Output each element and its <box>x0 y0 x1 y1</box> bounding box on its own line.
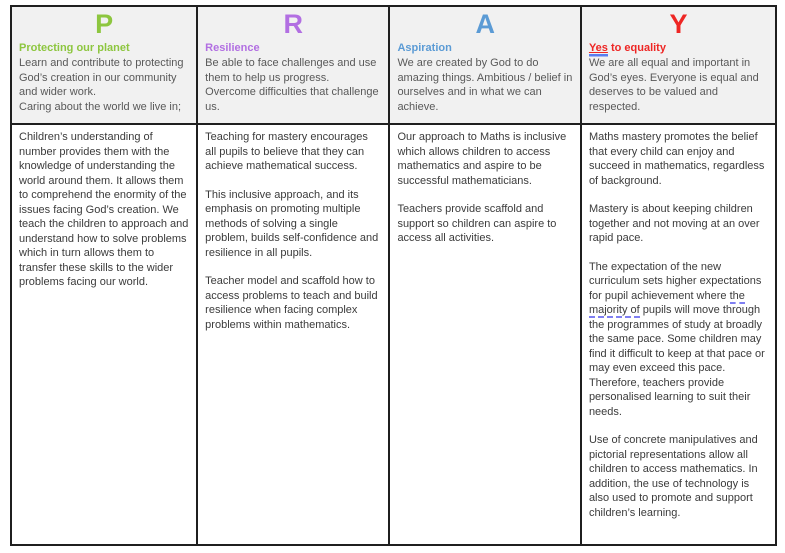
text-segment: Use of concrete manipulatives and pictorial representations allow all children to access mathematics. In addition, the use of technology is also used to promote and support children’s learning. <box>588 434 758 519</box>
column-description-p <box>19 56 189 114</box>
body-paragraph <box>205 274 381 332</box>
column-title-p <box>19 41 189 55</box>
body-paragraph <box>589 260 768 420</box>
body-cell-resilience <box>198 125 390 544</box>
column-desc-line: We are all equal and important in God’s eyes. Everyone is equal and deserves to be valued and respected. <box>588 57 759 113</box>
body-cell-aspiration <box>390 125 582 544</box>
pray-values-table <box>10 5 777 546</box>
text-segment: Teaching for mastery encourages all pupils to believe that they can achieve mathematical success. <box>205 131 368 172</box>
text-segment: the <box>729 289 745 302</box>
body-paragraph <box>205 130 381 174</box>
column-desc-line: Be able to face challenges and use them to help us progress. Overcome difficulties that challenge us. <box>205 57 379 113</box>
body-paragraph <box>19 130 189 290</box>
column-letter-a: A <box>475 9 495 39</box>
body-paragraph <box>397 202 573 246</box>
body-paragraph <box>397 130 573 188</box>
column-title-a <box>397 41 573 55</box>
column-title-y <box>589 41 768 55</box>
body-paragraph <box>589 202 768 246</box>
text-segment: Maths mastery promotes the belief that every child can enjoy and succeed in mathematics, regardless of background. <box>588 131 765 187</box>
column-letter-r: R <box>283 9 304 39</box>
column-title-r <box>205 41 381 55</box>
column-description-r <box>205 56 381 114</box>
text-segment: The expectation of the new curriculum sets higher expectations for pupil achievement where <box>588 260 762 302</box>
text-segment: Protecting our planet <box>19 42 130 54</box>
body-paragraph <box>589 130 768 188</box>
body-cell-protecting-our-planet <box>12 125 198 544</box>
text-segment: to equality <box>607 42 666 54</box>
column-letter-p: P <box>95 9 114 39</box>
text-segment: Aspiration <box>397 42 452 54</box>
header-cell-yes-to-equality <box>582 7 775 125</box>
column-desc-line: Caring about the world we live in; <box>19 100 182 113</box>
body-paragraph <box>589 433 768 520</box>
text-segment: Mastery is about keeping children together and not moving at an over rapid pace. <box>588 203 760 244</box>
text-segment: majority of <box>588 304 640 316</box>
header-cell-aspiration <box>390 7 582 125</box>
text-segment: Our approach to Maths is inclusive which allows children to access mathematics and aspire to be successful mathematicians. <box>397 131 567 187</box>
text-segment: Yes <box>588 42 608 54</box>
text-segment: Children’s understanding of number provides them with the knowledge of understanding the world around them. It allows them to comprehend the enormity of the issues facing God’s creation. We teach the children to approach and understand how to solve problems which in turn allows them to transfer these skills to the wider problems facing our world. <box>19 131 189 288</box>
text-segment: This inclusive approach, and its emphasis on promoting multiple methods of solving a single problem, builds self-confidence and resilience in all pupils. <box>205 188 379 259</box>
text-segment: pupils will move through the programmes of study at broadly the same pace. Some children may find it difficult to keep at that pace or may even exceed this pace. Therefore, teachers provide personalised learning to suit their needs. <box>588 304 765 418</box>
text-segment: Teachers provide scaffold and support so children can aspire to access all activities. <box>397 203 557 244</box>
body-paragraph <box>205 188 381 261</box>
text-segment: Resilience <box>205 42 260 54</box>
column-letter-y: Y <box>669 9 688 39</box>
column-description-y <box>589 56 768 114</box>
column-description-a <box>397 56 573 114</box>
column-desc-line: Learn and contribute to protecting God’s creation in our community and wider work. <box>19 57 184 98</box>
header-cell-resilience <box>198 7 390 125</box>
column-desc-line: We are created by God to do amazing things. Ambitious / belief in ourselves and in what we can achieve. <box>397 57 573 113</box>
body-cell-yes-to-equality <box>582 125 775 544</box>
text-segment: Teacher model and scaffold how to access problems to teach and build resilience when facing complex problems within mathematics. <box>205 275 378 331</box>
header-cell-protecting-our-planet <box>12 7 198 125</box>
